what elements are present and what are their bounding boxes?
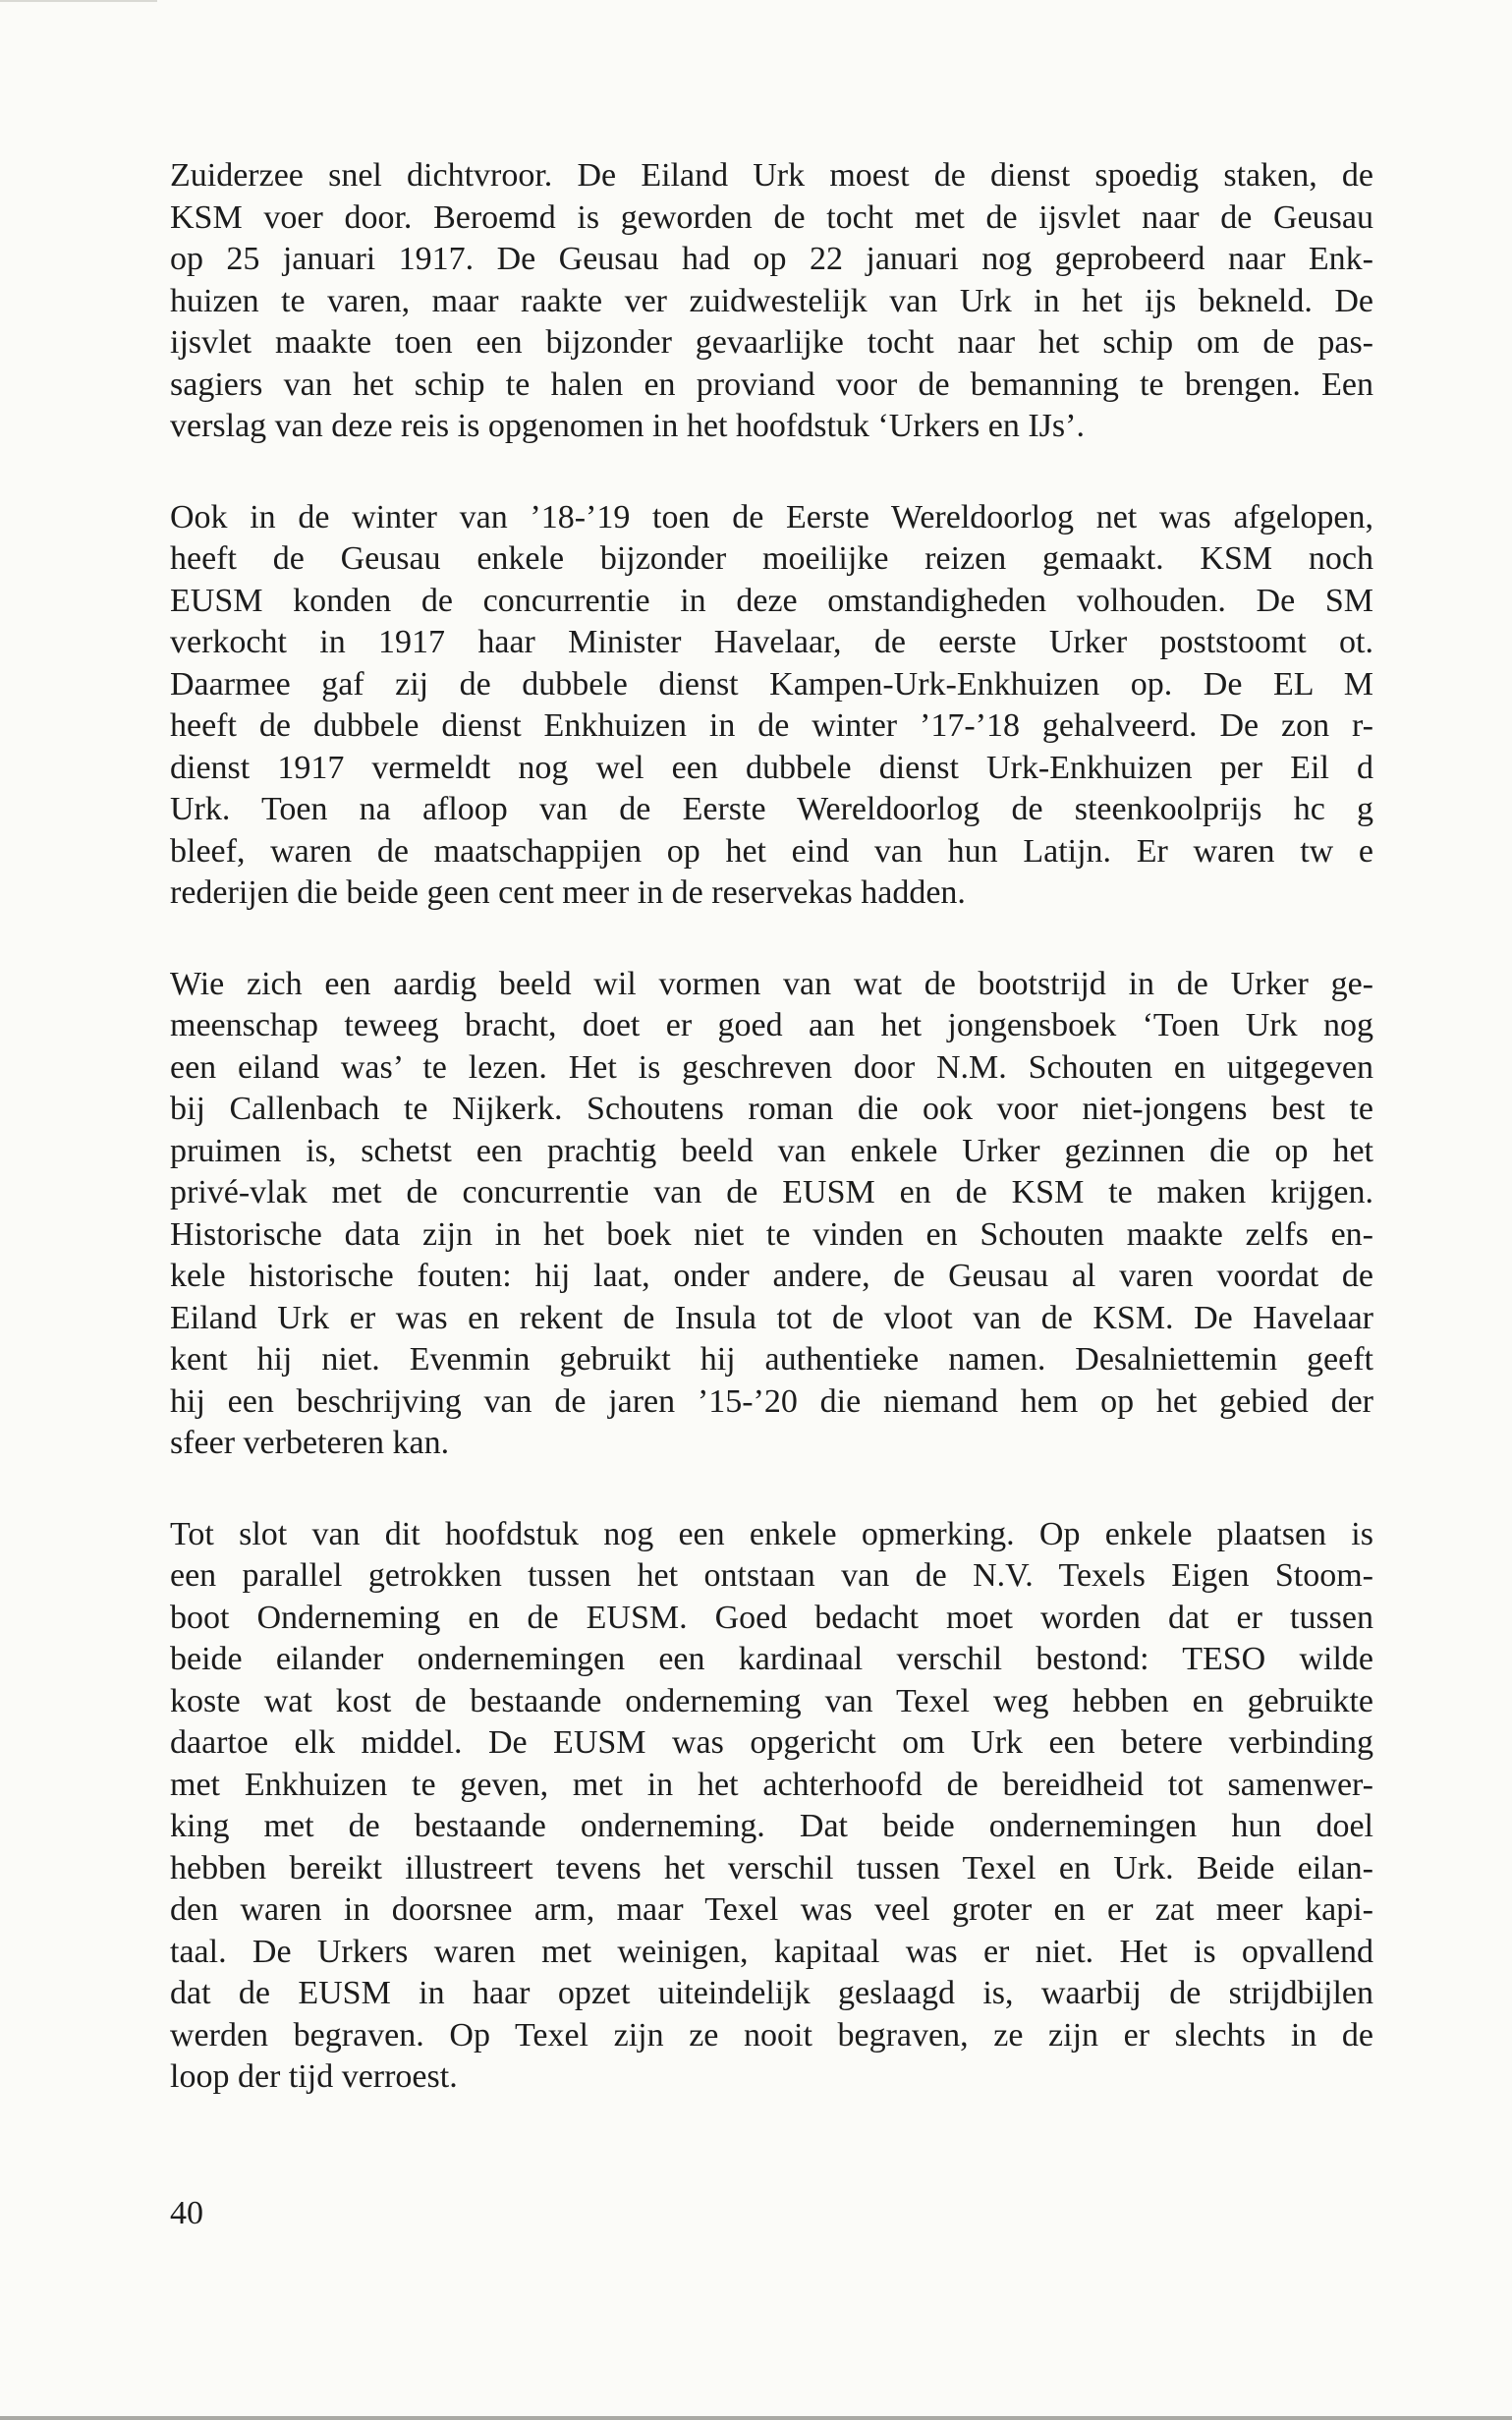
text-line: sagiers van het schip te halen en proviand voor de bemanning te brengen. Een [170, 366, 1373, 403]
text-line: Urk. Toen na afloop van de Eerste Wereldoorlog de steenkoolprijs hc g [170, 791, 1373, 827]
paragraph-1 [170, 155, 1373, 448]
body-text [170, 155, 1373, 2148]
text-line: dienst 1917 vermeldt nog wel een dubbele dienst Urk-Enkhuizen per Eil d [170, 749, 1373, 786]
text-line: een parallel getrokken tussen het ontstaan van de N.V. Texels Eigen Stoom- [170, 1557, 1373, 1594]
text-line: sfeer verbeteren kan. [170, 1425, 450, 1461]
text-line: Wie zich een aardig beeld wil vormen van wat de bootstrijd in de Urker ge- [170, 965, 1373, 1002]
text-line: loop der tijd verroest. [170, 2058, 458, 2095]
paragraph-4 [170, 1514, 1373, 2099]
text-line: kent hij niet. Evenmin gebruikt hij authentieke namen. Desalniettemin geeft [170, 1341, 1373, 1378]
text-line: verslag van deze reis is opgenomen in het hoofdstuk ‘Urkers en IJs’. [170, 408, 1085, 444]
text-line: koste wat kost de bestaande onderneming van Texel weg hebben en gebruikte [170, 1682, 1373, 1719]
text-line: bij Callenbach te Nijkerk. Schoutens roman die ook voor niet-jongens best te [170, 1091, 1373, 1127]
text-line: rederijen die beide geen cent meer in de reservekas hadden. [170, 874, 966, 911]
text-line: kele historische fouten: hij laat, onder andere, de Geusau al varen voordat de [170, 1258, 1373, 1294]
text-line: een eiland was’ te lezen. Het is geschreven door N.M. Schouten en uitgegeven [170, 1048, 1373, 1086]
text-line: ijsvlet maakte toen een bijzonder gevaarlijke tocht naar het schip om de pas- [170, 324, 1373, 361]
text-line: Historische data zijn in het boek niet te vinden en Schouten maakte zelfs en- [170, 1215, 1373, 1253]
text-line: privé-vlak met de concurrentie van de EUSM en de KSM te maken krijgen. [170, 1174, 1373, 1210]
text-line: meenschap teweeg bracht, doet er goed aan het jongensboek ‘Toen Urk nog [170, 1007, 1373, 1043]
text-line: king met de bestaande onderneming. Dat beide ondernemingen hun doel [170, 1808, 1373, 1844]
text-line: pruimen is, schetst een prachtig beeld van enkele Urker gezinnen die op het [170, 1132, 1373, 1169]
text-line: hij een beschrijving van de jaren ’15-’20 die niemand hem op het gebied der [170, 1382, 1373, 1420]
text-line: dat de EUSM in haar opzet uiteindelijk geslaagd is, waarbij de strijdbijlen [170, 1975, 1373, 2011]
text-line: hebben bereikt illustreert tevens het verschil tussen Texel en Urk. Beide eilan- [170, 1849, 1373, 1886]
text-line: huizen te varen, maar raakte ver zuidwestelijk van Urk in het ijs bekneld. De [170, 282, 1373, 319]
text-line: Eiland Urk er was en rekent de Insula tot de vloot van de KSM. De Havelaar [170, 1299, 1373, 1336]
scan-edge-top [0, 0, 157, 2]
text-line: Daarmee gaf zij de dubbele dienst Kampen-Urk-Enkhuizen op. De EL M [170, 665, 1373, 703]
text-line: bleef, waren de maatschappijen op het eind van hun Latijn. Er waren tw e [170, 832, 1373, 870]
scan-edge-bottom [0, 2416, 1512, 2420]
text-line: Zuiderzee snel dichtvroor. De Eiland Urk moest de dienst spoedig staken, de [170, 157, 1373, 194]
text-line: EUSM konden de concurrentie in deze omstandigheden volhouden. De SM [170, 582, 1373, 619]
paragraph-3 [170, 964, 1373, 1465]
text-line: op 25 januari 1917. De Geusau had op 22 januari nog geprobeerd naar Enk- [170, 241, 1373, 277]
text-line: beide eilander ondernemingen een kardinaal verschil bestond: TESO wilde [170, 1641, 1373, 1677]
text-line: KSM voer door. Beroemd is geworden de tocht met de ijsvlet naar de Geusau [170, 198, 1373, 236]
text-line: daartoe elk middel. De EUSM was opgericht om Urk een betere verbinding [170, 1724, 1373, 1761]
text-line: verkocht in 1917 haar Minister Havelaar, de eerste Urker poststoomt ot. [170, 624, 1373, 660]
text-line: werden begraven. Op Texel zijn ze nooit begraven, ze zijn er slechts in de [170, 2016, 1373, 2054]
text-line: Tot slot van dit hoofdstuk nog een enkele opmerking. Op enkele plaatsen is [170, 1515, 1373, 1552]
text-line: heeft de Geusau enkele bijzonder moeilijke reizen gemaakt. KSM noch [170, 540, 1373, 577]
text-line: Ook in de winter van ’18-’19 toen de Eerste Wereldoorlog net was afgelopen, [170, 498, 1373, 535]
paragraph-2 [170, 497, 1373, 915]
text-line: den waren in doorsnee arm, maar Texel was veel groter en er zat meer kapi- [170, 1891, 1373, 1928]
page-number: 40 [170, 2195, 203, 2231]
text-line: taal. De Urkers waren met weinigen, kapitaal was er niet. Het is opvallend [170, 1933, 1373, 1970]
text-line: met Enkhuizen te geven, met in het achterhoofd de bereidheid tot samenwer- [170, 1766, 1373, 1803]
text-line: heeft de dubbele dienst Enkhuizen in de winter ’17-’18 gehalveerd. De zon r- [170, 707, 1373, 744]
text-line: boot Onderneming en de EUSM. Goed bedacht moet worden dat er tussen [170, 1599, 1373, 1636]
